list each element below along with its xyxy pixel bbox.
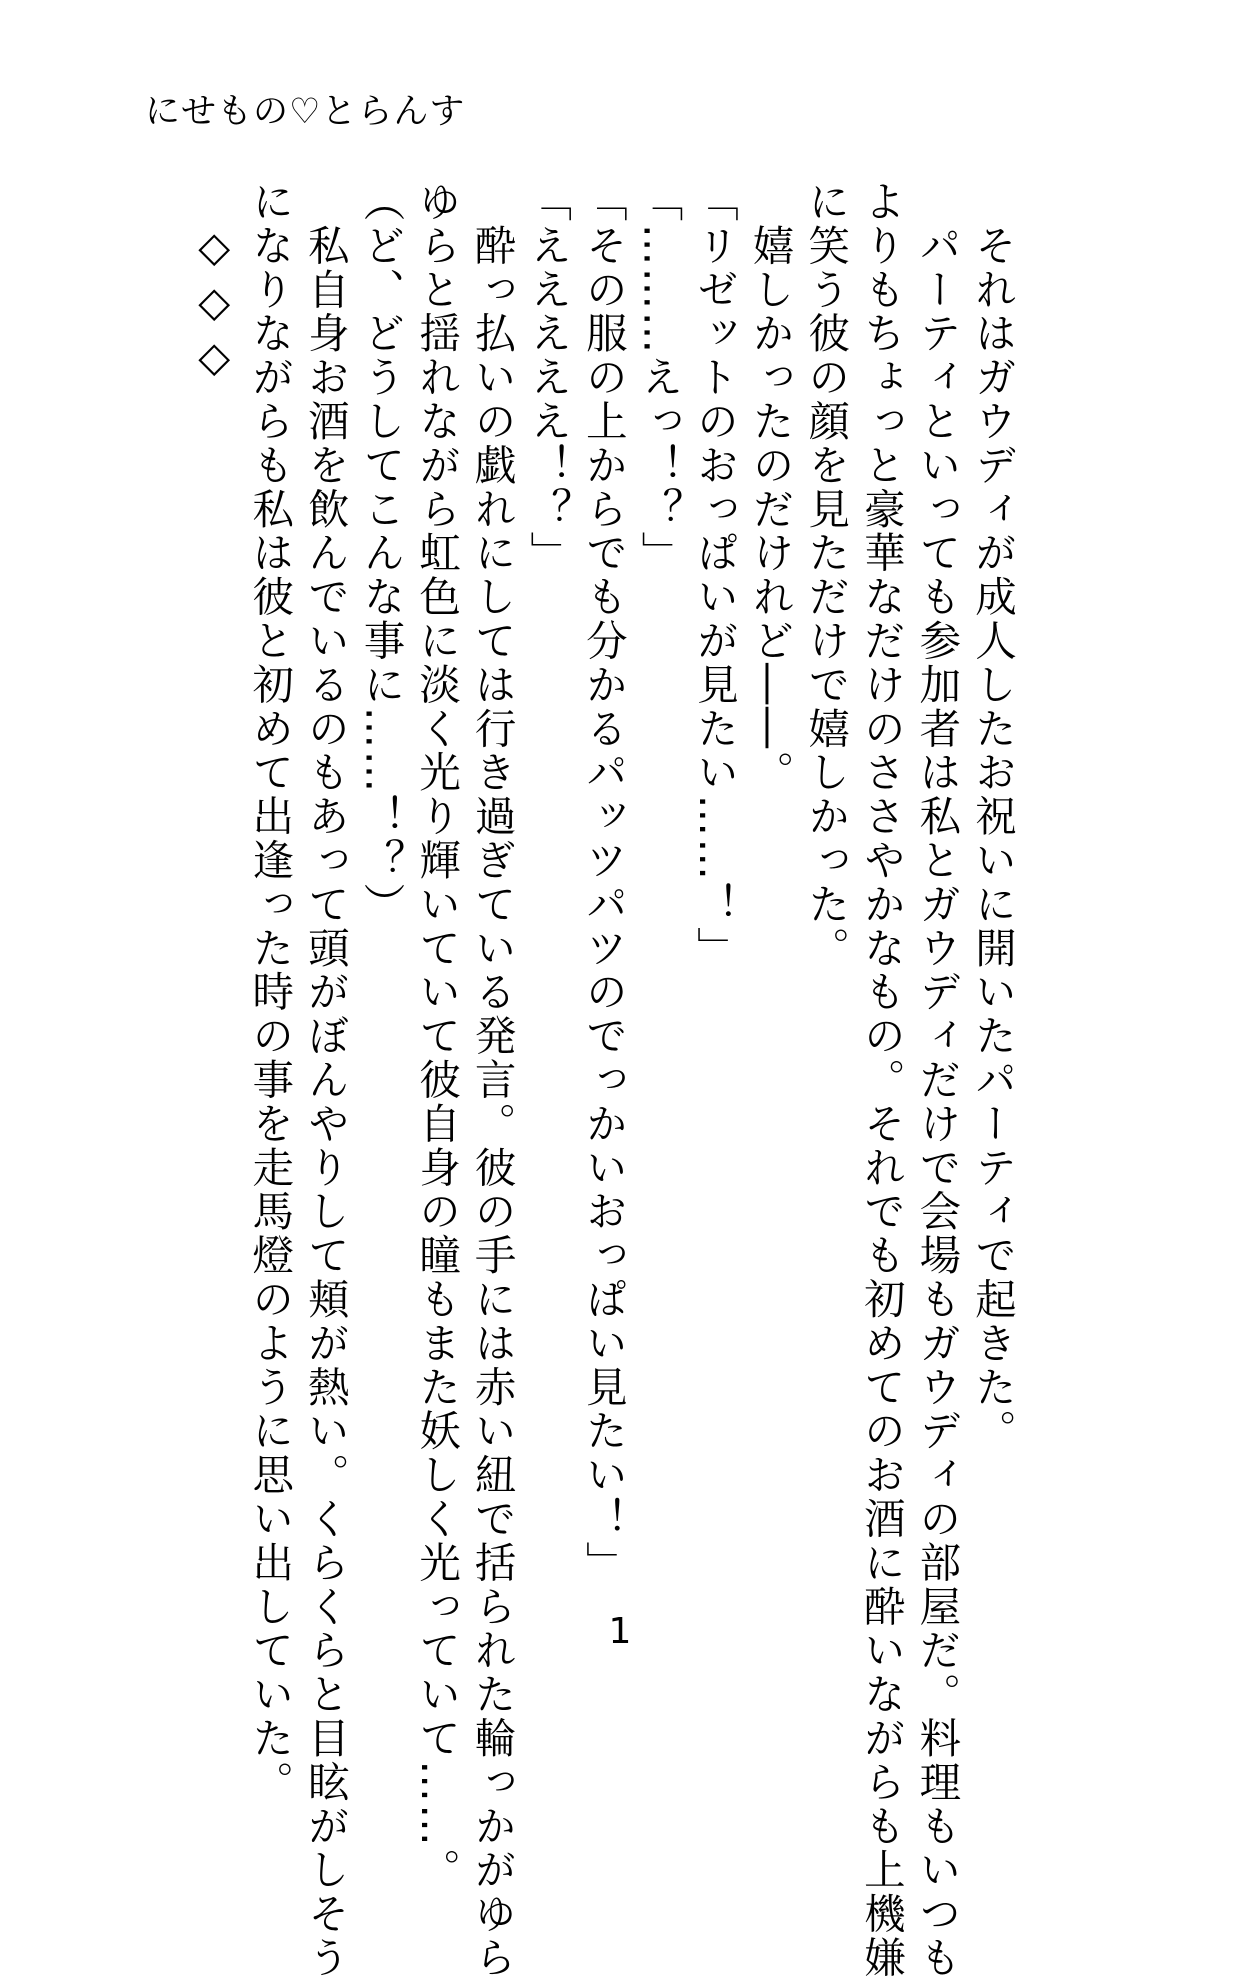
text-line: （ど、どうしてこんな事に……！？）: [356, 180, 406, 927]
text-line: パーティといっても参加者は私とガウディだけで会場もガウディの部屋だ。料理もいつも: [912, 180, 962, 1980]
text-line: ゆらと揺れながら虹色に淡く光り輝いていて彼自身の瞳もまた妖しく光っていて……。: [412, 180, 462, 1893]
text-line: に笑う彼の顔を見ただけで嬉しかった。: [801, 180, 851, 971]
page-title: にせもの♡とらんす: [145, 92, 466, 132]
text-line: よりもちょっと豪華なだけのささやかなもの。それでも初めてのお酒に酔いながらも上機嫌: [856, 180, 906, 1980]
text-line: それはガウディが成人したお祝いに開いたパーティで起きた。: [968, 180, 1017, 1454]
text-line: になりながらも私は彼と初めて出逢った時の事を走馬燈のように思い出していた。: [245, 180, 295, 1805]
text-line: 「リゼットのおっぱいが見たい……！」: [690, 180, 740, 971]
scene-separator: ◇◇◇: [189, 222, 239, 387]
text-line: 「………えっ！？」: [634, 180, 684, 576]
text-line: 「えええええ！？」: [523, 180, 573, 576]
vertical-body-text: [189, 180, 1020, 1980]
text-line: 私自身お酒を飲んでいるのもあって頭がぼんやりして頬が熱い。くらくらと目眩がしそう: [300, 180, 350, 1980]
text-line: 「その服の上からでも分かるパッツパツのでっかいおっぱい見たい！」: [578, 180, 628, 1585]
text-line: 嬉しかったのだけれど――。: [745, 180, 795, 795]
text-line: 酔っ払いの戯れにしては行き過ぎている発言。彼の手には赤い紐で括られた輪っかがゆら: [467, 180, 517, 1980]
page-number: 1: [608, 1611, 632, 1652]
